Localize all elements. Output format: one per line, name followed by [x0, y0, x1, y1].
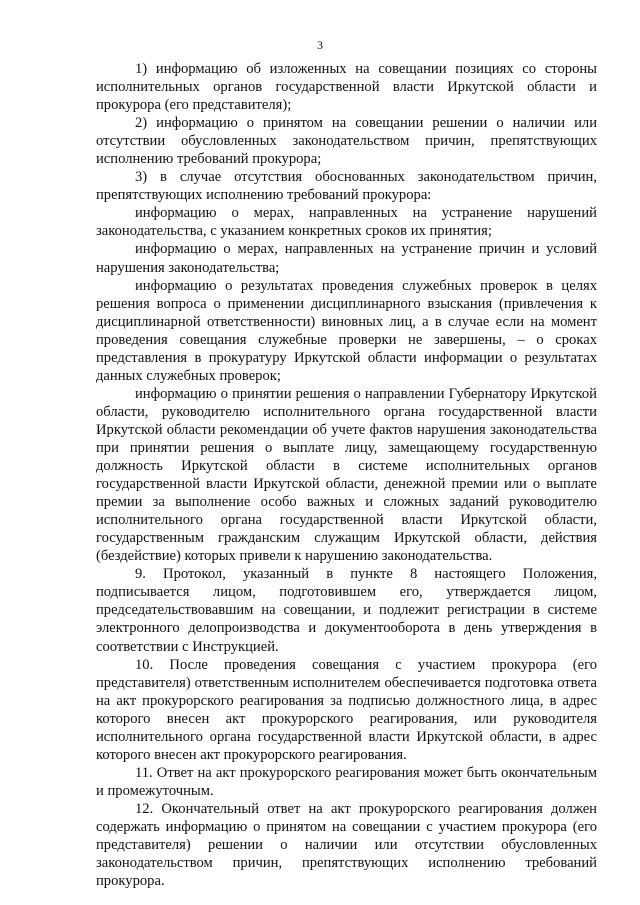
paragraph-official-checks: информацию о результатах проведения служебных проверок в целях решения вопроса о применении дисциплинарного взыскания (привлечения к дисциплинарной ответственности) виновных лиц, а в случае если на момент проведения совещания служебные проверки не завершены, – о сроках представления в прокуратуру Иркутской области информации о результатах данных служебных проверок;: [96, 277, 597, 384]
paragraph-item-2: 2) информацию о принятом на совещании решении о наличии или отсутствии обусловленных законодательством причин, препятствующих исполнению требований прокурора;: [96, 115, 597, 168]
paragraph-clause-9: 9. Протокол, указанный в пункте 8 настоящего Положения, подписывается лицом, подготовившем его, утверждается лицом, председательствовавшим на совещании, и подлежит регистрации в системе электронного делопроизводства и документооборота в день утверждения в соответствии с Инструкцией.: [96, 566, 597, 655]
paragraph-recommendation: информацию о принятии решения о направлении Губернатору Иркутской области, руководителю исполнительного органа государственной власти Иркутской области рекомендации об учете фактов нарушения законодательства при принятии решения о выплате лицу, замещающему государственную должность Иркутской области в системе исполнительных органов государственной власти Иркутской области, денежной премии или о выплате премии за выполнение особо важных и сложных заданий руководителю исполнительного органа государственной власти Иркутской области, государственным гражданским служащим Иркутской области, действия (бездействие) которых привели к нарушению законодательства.: [96, 385, 597, 565]
paragraph-clause-11: 11. Ответ на акт прокурорского реагирования может быть окончательным и промежуточным.: [96, 764, 597, 799]
paragraph-item-1: 1) информацию об изложенных на совещании позициях со стороны исполнительных органов государственной власти Иркутской области и прокурора (его представителя);: [96, 61, 597, 114]
document-body: [96, 60, 597, 890]
page-number: 3: [317, 38, 323, 52]
paragraph-item-3: 3) в случае отсутствия обоснованных законодательством причин, препятствующих исполнению требований прокурора:: [96, 169, 597, 204]
paragraph-clause-10: 10. После проведения совещания с участием прокурора (его представителя) ответственным исполнителем обеспечивается подготовка ответа на акт прокурорского реагирования за подписью должностного лица, в адрес которого внесен акт прокурорского реагирования, или руководителя исполнительного органа государственной власти Иркутской области, в адрес которого внесен акт прокурорского реагирования.: [96, 656, 597, 763]
paragraph-clause-12: 12. Окончательный ответ на акт прокурорского реагирования должен содержать информацию о принятом на совещании с участием прокурора (его представителя) решении о наличии или отсутствии обусловленных законодательством причин, препятствующих исполнению требований прокурора.: [96, 800, 597, 890]
paragraph-measures-causes: информацию о мерах, направленных на устранение причин и условий нарушения законодательства;: [96, 241, 597, 276]
paragraph-measures-violations: информацию о мерах, направленных на устранение нарушений законодательства, с указанием конкретных сроков их принятия;: [96, 205, 597, 240]
